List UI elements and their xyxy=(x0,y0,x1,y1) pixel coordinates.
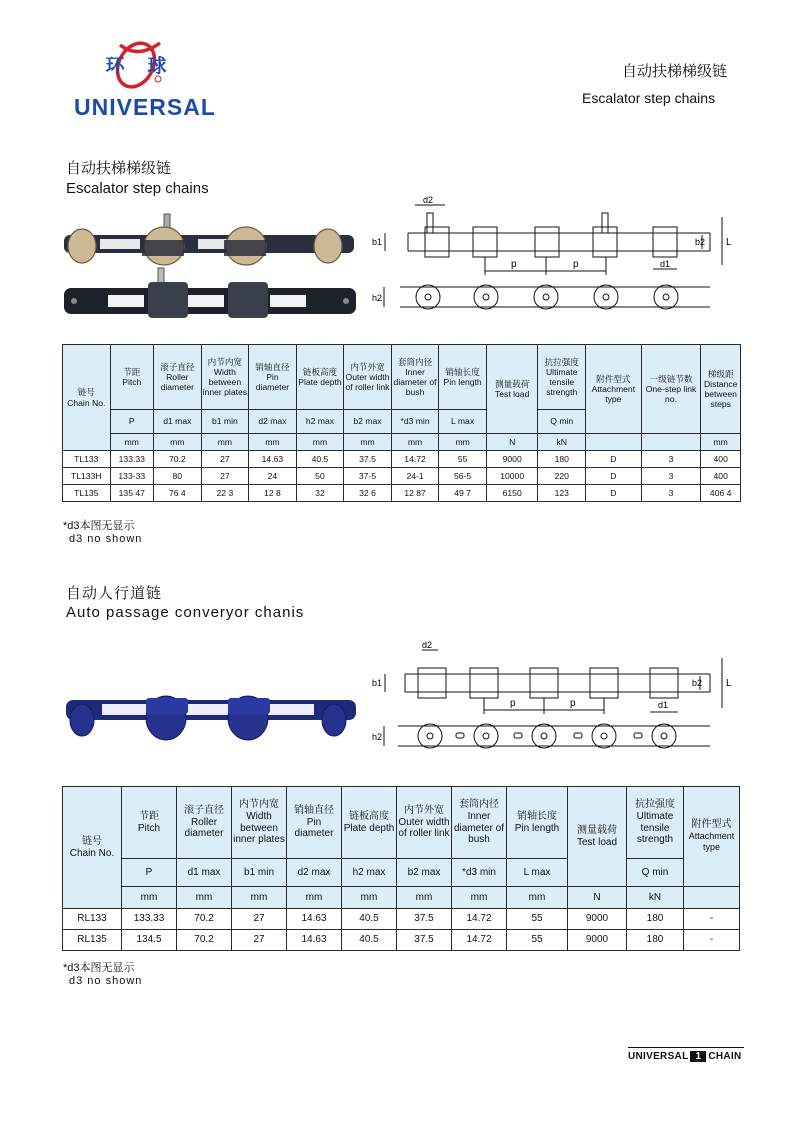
t1-r0-c13: 400 xyxy=(701,451,741,468)
t2-h0-cn: 链号 xyxy=(82,835,102,847)
t2-r1-c3: 27 xyxy=(232,930,287,951)
passage-chain-photo xyxy=(62,688,362,748)
t1-h-pitch xyxy=(110,345,154,410)
t2-h1-en: Pitch xyxy=(137,822,161,834)
t2-sym-5: h2 max xyxy=(342,859,397,887)
t1-sym-5: h2 max xyxy=(296,410,344,434)
t2-r1-c9: 9000 xyxy=(568,930,627,951)
drawing1-label-b2: b2 xyxy=(695,237,706,247)
t1-unit-9: N xyxy=(486,434,538,451)
t1-r2-c0: TL135 xyxy=(63,485,111,502)
t1-h4-cn: 销轴直径 xyxy=(255,361,290,372)
t1-r1-c8: 56-5 xyxy=(439,468,487,485)
t2-h-pin xyxy=(287,787,342,859)
t1-h2-en: Roller diameter xyxy=(160,371,195,393)
t2-h-roller xyxy=(177,787,232,859)
t1-unit-1: mm xyxy=(110,434,154,451)
passage-chain-spec-table xyxy=(62,786,740,951)
drawing1-label-h2: h2 xyxy=(372,293,383,303)
section1-title-cn: 自动扶梯梯级链 xyxy=(66,159,172,177)
t2-h-plate xyxy=(342,787,397,859)
t1-r2-c13: 406 4 xyxy=(701,485,741,502)
t2-h8-en: Pin length xyxy=(514,822,560,834)
drawing1-label-d2: d2 xyxy=(423,195,434,205)
t1-r1-c4: 24 xyxy=(249,468,297,485)
t1-h-chain-no xyxy=(63,345,111,451)
t2-unit-9: N xyxy=(568,887,627,909)
drawing2-label-p1: p xyxy=(510,698,516,709)
t1-unit-12 xyxy=(641,434,701,451)
footer-section: CHAIN xyxy=(708,1051,742,1062)
t1-h0-cn: 链号 xyxy=(77,387,95,398)
t2-unit-8: mm xyxy=(507,887,568,909)
t1-r0-c9: 9000 xyxy=(486,451,538,468)
t1-h-outer xyxy=(344,345,392,410)
t2-h3-cn: 内节内宽 xyxy=(239,798,279,810)
t1-h12-en: One-step link no. xyxy=(645,383,697,405)
t1-r1-c1: 133-33 xyxy=(110,468,154,485)
t1-r0-c10: 180 xyxy=(538,451,586,468)
t1-unit-2: mm xyxy=(154,434,202,451)
t1-r1-c12: 3 xyxy=(641,468,701,485)
t1-r2-c7: 12 87 xyxy=(391,485,439,502)
t2-unit-6: mm xyxy=(397,887,452,909)
escalator-chain-photo-bottom xyxy=(60,266,360,328)
t1-h-bush xyxy=(391,345,439,410)
t1-r2-c3: 22 3 xyxy=(201,485,249,502)
t2-h10-en: Ultimate tensile strength xyxy=(636,810,674,846)
note1-cn: *d3本图无显示 xyxy=(63,520,135,532)
t2-h-pitch xyxy=(122,787,177,859)
t1-sym-3: b1 min xyxy=(201,410,249,434)
t2-h11-cn: 附件型式 xyxy=(691,818,732,830)
t1-r1-c9: 10000 xyxy=(486,468,538,485)
t1-r1-c13: 400 xyxy=(701,468,741,485)
t1-r2-c8: 49 7 xyxy=(439,485,487,502)
t2-r0-c0: RL133 xyxy=(63,909,122,930)
t1-r0-c4: 14.63 xyxy=(249,451,297,468)
t1-r2-c10: 123 xyxy=(538,485,586,502)
t1-h1-en: Pitch xyxy=(122,377,142,387)
t2-r0-c4: 14.63 xyxy=(287,909,342,930)
t2-r0-c8: 55 xyxy=(507,909,568,930)
t1-r0-c3: 27 xyxy=(201,451,249,468)
drawing2-label-L: L xyxy=(726,678,732,689)
t1-r2-c1: 135 47 xyxy=(110,485,154,502)
t2-r1-c7: 14.72 xyxy=(452,930,507,951)
t1-unit-11 xyxy=(586,434,642,451)
t1-r0-c2: 70.2 xyxy=(154,451,202,468)
t1-h-onestep xyxy=(641,345,701,434)
t2-h8-cn: 销轴长度 xyxy=(517,810,557,822)
t1-h10-en: Ultimate tensile strength xyxy=(545,366,578,398)
t1-unit-7: mm xyxy=(391,434,439,451)
t2-h-bush xyxy=(452,787,507,859)
drawing2-label-p2: p xyxy=(570,698,576,709)
t1-h1-cn: 节距 xyxy=(123,366,141,377)
t1-r2-c6: 32 6 xyxy=(344,485,392,502)
t1-r0-c6: 37.5 xyxy=(344,451,392,468)
drawing2-label-b1: b1 xyxy=(372,678,383,688)
t2-h5-en: Plate depth xyxy=(343,822,395,834)
note1-en: d3 no shown xyxy=(69,533,143,545)
table-row xyxy=(63,930,740,951)
t2-sym-4: d2 max xyxy=(287,859,342,887)
t2-r1-c2: 70.2 xyxy=(177,930,232,951)
t2-unit-10: kN xyxy=(627,887,684,909)
t2-sym-3: b1 min xyxy=(232,859,287,887)
t2-r1-c8: 55 xyxy=(507,930,568,951)
t2-h7-cn: 套筒内径 xyxy=(459,798,499,810)
t1-h11-cn: 附件型式 xyxy=(596,373,631,384)
t2-h2-en: Roller diameter xyxy=(184,816,224,840)
t1-h0-en: Chain No. xyxy=(67,397,106,408)
t2-r1-c6: 37.5 xyxy=(397,930,452,951)
t1-r1-c0: TL133H xyxy=(63,468,111,485)
t2-h-chain-no xyxy=(63,787,122,909)
t2-h7-en: Inner diameter of bush xyxy=(453,810,505,846)
t1-h6-en: Outer width of roller link xyxy=(345,371,390,393)
note2-en: d3 no shown xyxy=(69,975,143,987)
t2-unit-1: mm xyxy=(122,887,177,909)
t1-r1-c6: 37-5 xyxy=(344,468,392,485)
escalator-chain-drawing xyxy=(370,195,740,315)
note2-cn: *d3本图无显示 xyxy=(63,962,135,974)
t1-r0-c0: TL133 xyxy=(63,451,111,468)
t2-h5-cn: 链板高度 xyxy=(349,810,389,822)
t1-h12-cn: 一级链节数 xyxy=(649,373,693,384)
t2-sym-10: Q min xyxy=(627,859,684,887)
page-number: 1 xyxy=(690,1051,706,1062)
t1-h8-cn: 销轴长度 xyxy=(445,366,480,377)
section2-title-en: Auto passage converyor chanis xyxy=(66,604,305,621)
t1-r2-c11: D xyxy=(586,485,642,502)
t2-r0-c10: 180 xyxy=(627,909,684,930)
t1-r0-c5: 40.5 xyxy=(296,451,344,468)
t1-r0-c12: 3 xyxy=(641,451,701,468)
t1-h9-cn: 测量载荷 xyxy=(494,378,530,389)
t2-h11-en: Attachment type xyxy=(688,830,735,853)
t2-h1-cn: 节距 xyxy=(139,810,159,822)
t2-h-tensile xyxy=(627,787,684,859)
section1-title-en: Escalator step chains xyxy=(66,180,209,197)
header-title-cn: 自动扶梯梯级链 xyxy=(622,62,728,80)
t2-r0-c11: - xyxy=(684,909,740,930)
t2-h-attach xyxy=(684,787,740,887)
t1-sym-7: *d3 min xyxy=(391,410,439,434)
t1-unit-4: mm xyxy=(249,434,297,451)
table-row xyxy=(63,485,741,502)
t1-sym-1: P xyxy=(110,410,154,434)
drawing1-label-p1: p xyxy=(511,259,517,270)
t2-sym-1: P xyxy=(122,859,177,887)
escalator-chain-photo-top xyxy=(60,210,360,268)
t2-r0-c5: 40.5 xyxy=(342,909,397,930)
t1-h3-cn: 内节内宽 xyxy=(207,356,243,367)
t1-h-testload xyxy=(486,345,538,434)
t2-h-testload xyxy=(568,787,627,887)
t2-r0-c7: 14.72 xyxy=(452,909,507,930)
t1-h-roller xyxy=(154,345,202,410)
t2-r1-c10: 180 xyxy=(627,930,684,951)
t2-r0-c2: 70.2 xyxy=(177,909,232,930)
drawing1-label-b1: b1 xyxy=(372,237,383,247)
t1-r2-c5: 32 xyxy=(296,485,344,502)
table-row xyxy=(63,909,740,930)
t1-h-width xyxy=(201,345,249,410)
t1-r0-c1: 133.33 xyxy=(110,451,154,468)
drawing1-label-L: L xyxy=(726,237,732,248)
drawing2-label-b2: b2 xyxy=(692,678,703,688)
t2-r1-c4: 14.63 xyxy=(287,930,342,951)
t1-h-distance xyxy=(701,345,741,434)
drawing1-label-p2: p xyxy=(573,259,579,270)
t1-h7-en: Inner diameter of bush xyxy=(393,366,437,398)
escalator-chain-spec-table xyxy=(62,344,741,502)
drawing2-label-h2: h2 xyxy=(372,732,383,742)
t1-h13-en: Distance between steps xyxy=(703,378,738,410)
t2-h0-en: Chain No. xyxy=(69,847,115,859)
t2-r1-c0: RL135 xyxy=(63,930,122,951)
t2-unit-11 xyxy=(684,887,740,909)
note1 xyxy=(63,520,142,546)
t1-sym-8: L max xyxy=(439,410,487,434)
t1-r2-c12: 3 xyxy=(641,485,701,502)
t1-r1-c10: 220 xyxy=(538,468,586,485)
t1-unit-10: kN xyxy=(538,434,586,451)
t1-r0-c8: 55 xyxy=(439,451,487,468)
t2-unit-2: mm xyxy=(177,887,232,909)
t1-r1-c5: 50 xyxy=(296,468,344,485)
t2-sym-6: b2 max xyxy=(397,859,452,887)
t2-sym-2: d1 max xyxy=(177,859,232,887)
t1-sym-10: Q min xyxy=(538,410,586,434)
t2-r0-c1: 133.33 xyxy=(122,909,177,930)
t1-h5-en: Plate depth xyxy=(298,377,342,387)
t2-h-width xyxy=(232,787,287,859)
table-row xyxy=(63,451,741,468)
t1-h13-cn: 梯级距 xyxy=(707,368,734,379)
t1-h-pinlen xyxy=(439,345,487,410)
header-title-en: Escalator step chains xyxy=(582,90,716,106)
t1-r1-c11: D xyxy=(586,468,642,485)
t2-h6-cn: 内节外宽 xyxy=(404,804,444,816)
t2-h-pinlen xyxy=(507,787,568,859)
t2-r1-c11: - xyxy=(684,930,740,951)
section2-title-cn: 自动人行道链 xyxy=(66,584,163,602)
t2-unit-5: mm xyxy=(342,887,397,909)
t2-h2-cn: 滚子直径 xyxy=(184,804,224,816)
t2-h4-cn: 销轴直径 xyxy=(294,804,334,816)
note2 xyxy=(63,962,142,988)
t1-h-attach xyxy=(586,345,642,434)
footer-rule xyxy=(628,1047,744,1048)
drawing2-label-d2: d2 xyxy=(422,640,433,650)
t2-sym-8: L max xyxy=(507,859,568,887)
t1-h3-en: Width between inner plates xyxy=(202,366,248,398)
t1-sym-4: d2 max xyxy=(249,410,297,434)
t2-h4-en: Pin diameter xyxy=(294,816,334,840)
t1-r2-c9: 6150 xyxy=(486,485,538,502)
drawing1-label-d1: d1 xyxy=(660,259,671,269)
t2-sym-7: *d3 min xyxy=(452,859,507,887)
t2-unit-4: mm xyxy=(287,887,342,909)
t1-r1-c2: 80 xyxy=(154,468,202,485)
t1-unit-5: mm xyxy=(296,434,344,451)
t1-h-pin xyxy=(249,345,297,410)
t2-unit-3: mm xyxy=(232,887,287,909)
t1-r1-c7: 24-1 xyxy=(391,468,439,485)
t1-h10-cn: 抗拉强度 xyxy=(544,356,579,367)
brand-logo xyxy=(74,32,216,122)
t2-h9-en: Test load xyxy=(576,836,618,848)
t2-r0-c3: 27 xyxy=(232,909,287,930)
t1-unit-6: mm xyxy=(344,434,392,451)
t1-unit-3: mm xyxy=(201,434,249,451)
t1-h8-en: Pin length xyxy=(443,377,482,387)
t1-h5-cn: 链板高度 xyxy=(302,366,338,377)
t1-h11-en: Attachment type xyxy=(591,383,636,405)
drawing2-label-d1: d1 xyxy=(658,700,669,710)
t1-h-plate xyxy=(296,345,344,410)
t2-r1-c5: 40.5 xyxy=(342,930,397,951)
t1-h-tensile xyxy=(538,345,586,410)
t2-h-outer xyxy=(397,787,452,859)
passage-chain-drawing xyxy=(370,640,740,770)
t2-r0-c9: 9000 xyxy=(568,909,627,930)
t1-h4-en: Pin diameter xyxy=(255,371,290,393)
footer xyxy=(628,1051,742,1062)
t1-sym-2: d1 max xyxy=(154,410,202,434)
t1-unit-13: mm xyxy=(701,434,741,451)
t2-h10-cn: 抗拉强度 xyxy=(635,798,675,810)
table-row xyxy=(63,468,741,485)
t1-r1-c3: 27 xyxy=(201,468,249,485)
t2-unit-7: mm xyxy=(452,887,507,909)
t1-h2-cn: 滚子直径 xyxy=(160,361,195,372)
t1-r0-c11: D xyxy=(586,451,642,468)
t1-unit-8: mm xyxy=(439,434,487,451)
t1-sym-6: b2 max xyxy=(344,410,392,434)
t1-h6-cn: 内节外宽 xyxy=(350,361,385,372)
t2-r0-c6: 37.5 xyxy=(397,909,452,930)
t1-r0-c7: 14.72 xyxy=(391,451,439,468)
brand-name-cn: 环 球 xyxy=(105,55,169,77)
t1-h7-cn: 套筒内径 xyxy=(397,356,433,367)
t1-r2-c2: 76 4 xyxy=(154,485,202,502)
t2-r1-c1: 134.5 xyxy=(122,930,177,951)
footer-brand: UNIVERSAL xyxy=(628,1051,689,1062)
t2-h3-en: Width between inner plates xyxy=(233,810,285,846)
brand-name-en: UNIVERSAL xyxy=(74,94,216,120)
t1-h9-en: Test load xyxy=(494,389,530,399)
t2-h9-cn: 测量载荷 xyxy=(577,824,617,836)
t1-r2-c4: 12 8 xyxy=(249,485,297,502)
t2-h6-en: Outer width of roller link xyxy=(398,816,450,840)
